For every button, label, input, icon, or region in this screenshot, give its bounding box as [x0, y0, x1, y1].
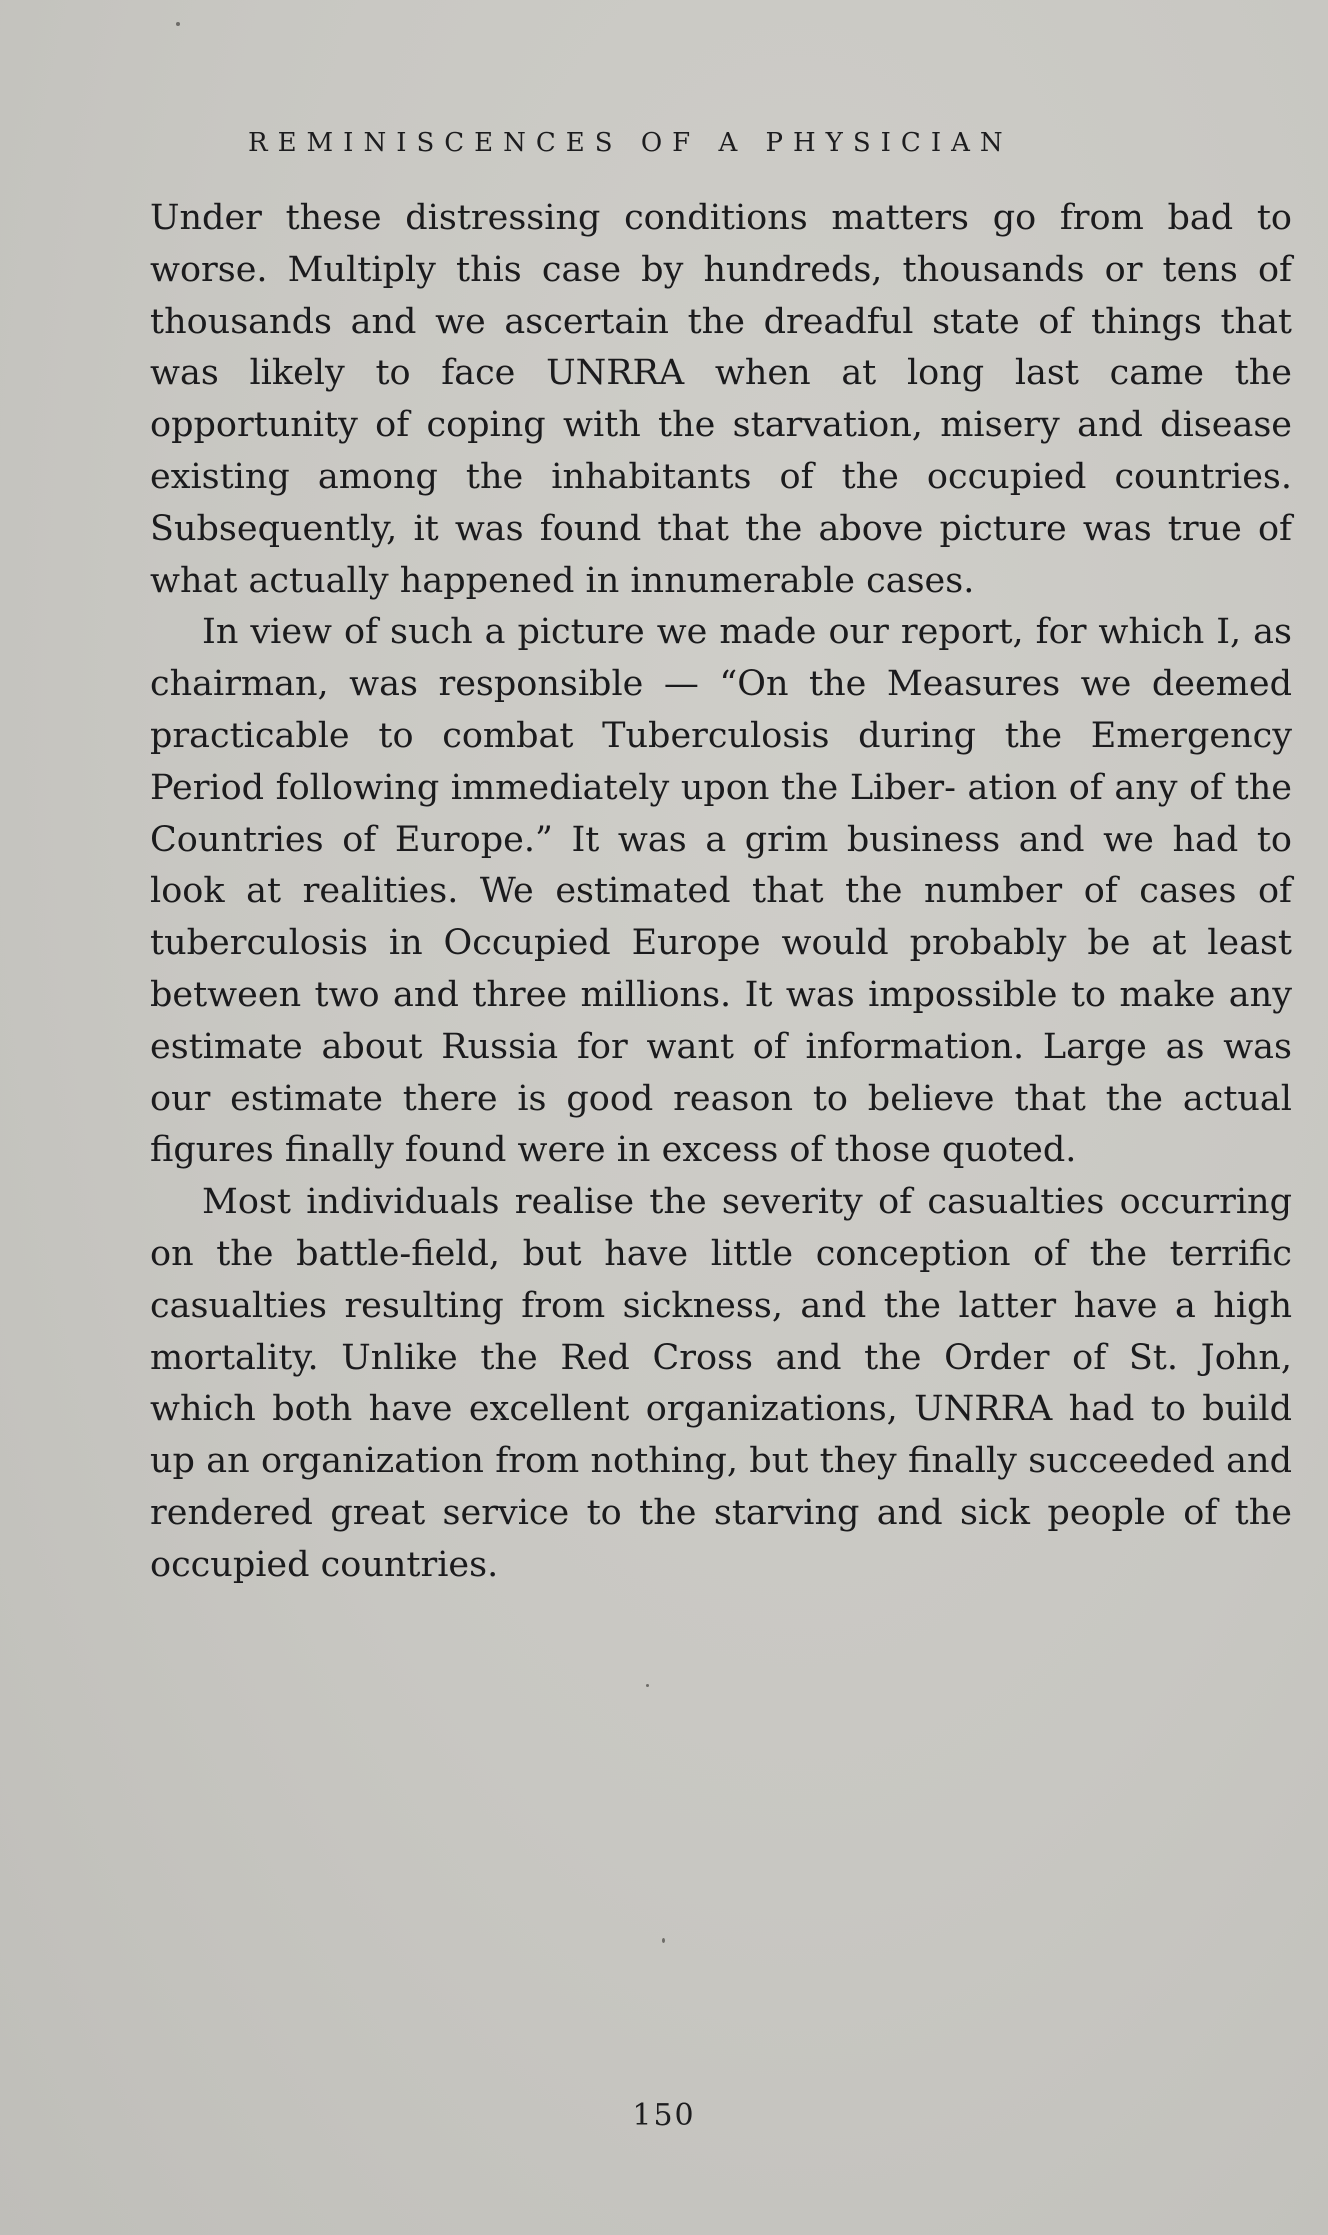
paragraph-1: Under these distressing conditions matters go from bad to worse. Multiply this case by hundreds, thousands or tens of thousands and we ascertain the dreadful state of things that was likely to face UNRRA when at long last came the opportunity of coping with the starvation, misery and disease existing among the inhabitants of the occupied countries. Subsequently, it was found that the above picture was true of what actually happened in innumerable cases. [150, 198, 1292, 601]
paragraph-2: In view of such a picture we made our report, for which I, as chairman, was responsible — “On the Measures we deemed practicable to combat Tuberculosis during the Emergency Period following immediately upon the Liber- ation of any of the Countries of Europe.” It was a grim business and we had to look at realities. We estimated that the number of cases of tuberculosis in Occupied Europe would probably be at least between two and three millions. It was impossible to make any estimate about Russia for want of information. Large as was our estimate there is good reason to believe that the actual figures finally found were in excess of those quoted. [150, 612, 1292, 1171]
page-number: 150 [632, 2098, 696, 2133]
paper-speck [646, 1684, 649, 1687]
paper-speck [176, 22, 180, 26]
body-text [150, 193, 1292, 1592]
paragraph-3: Most individuals realise the severity of casualties occurring on the battle-field, but have little conception of the terrific casualties resulting from sickness, and the latter have a high mortality. Unlike the Red Cross and the Order of St. John, which both have excellent organizations, UNRRA had to build up an organization from nothing, but they finally succeeded and rendered great service to the starving and sick people of the occupied countries. [150, 1182, 1292, 1585]
running-head: REMINISCENCES OF A PHYSICIAN [248, 128, 1013, 158]
paper-speck [662, 1938, 665, 1943]
